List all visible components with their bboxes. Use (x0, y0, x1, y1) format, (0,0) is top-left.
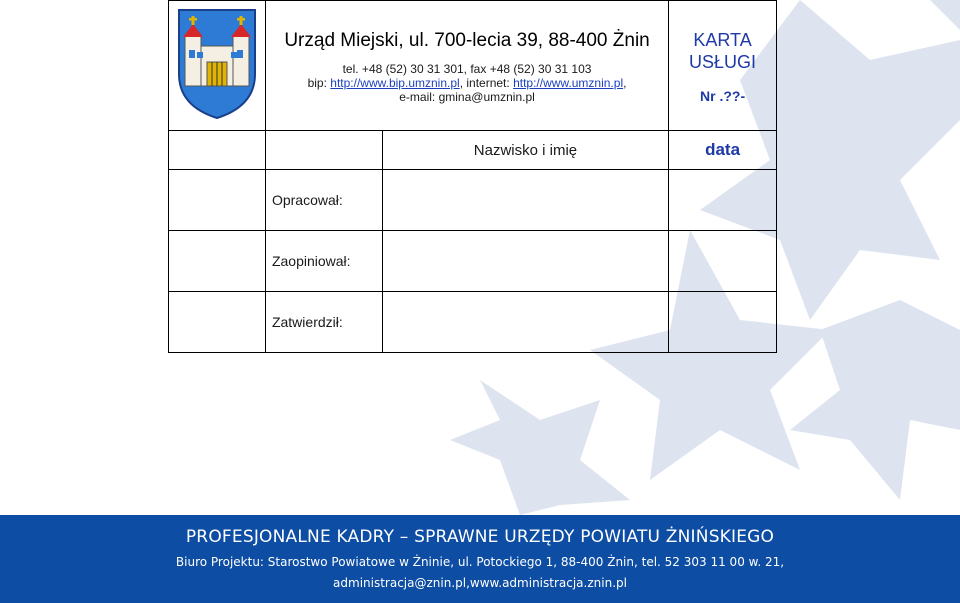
service-card-title-cell (669, 1, 777, 131)
prepared-by-label: Opracował: (265, 170, 382, 231)
approved-by-label: Zatwierdził: (265, 292, 382, 353)
footer-address-line: Biuro Projektu: Starostwo Powiatowe w Żninie, ul. Potockiego 1, 88-400 Żnin, tel. 52 303 11 00 w. 21, (175, 555, 785, 569)
internet-prefix: , internet: (459, 75, 514, 90)
internet-suffix: , (623, 75, 627, 90)
date-column-header: data (669, 131, 777, 170)
coat-of-arms-cell (169, 1, 266, 131)
star-shape (930, 0, 960, 30)
coat-of-arms-icon (175, 6, 259, 120)
empty-cell (169, 170, 266, 231)
office-title: Urząd Miejski, ul. 700-lecia 39, 88-400 Żnin (284, 29, 650, 51)
internet-link[interactable]: http://www.umznin.pl (513, 75, 624, 90)
project-footer (0, 515, 960, 603)
bip-link[interactable]: http://www.bip.umznin.pl (330, 75, 460, 90)
web-links-line (266, 76, 668, 90)
approved-by-name-field[interactable] (382, 292, 668, 353)
reviewed-by-label: Zaopiniował: (265, 231, 382, 292)
reviewed-by-date-field[interactable] (669, 231, 777, 292)
card-number: Nr .??- (700, 87, 746, 104)
office-info-cell (265, 1, 668, 131)
reviewed-by-name-field[interactable] (382, 231, 668, 292)
card-title-line2: USŁUGI (689, 51, 757, 72)
empty-header-cell (169, 131, 266, 170)
email-line: e-mail: gmina@umznin.pl (399, 89, 535, 104)
card-title-line1: KARTA (693, 29, 752, 50)
approved-by-date-field[interactable] (669, 292, 777, 353)
footer-contact-line: administracja@znin.pl,www.administracja.znin.pl (333, 576, 627, 590)
empty-cell (169, 292, 266, 353)
phone-fax-line: tel. +48 (52) 30 31 301, fax +48 (52) 30 31 103 (342, 61, 592, 76)
prepared-by-date-field[interactable] (669, 170, 777, 231)
star-shape (450, 380, 630, 515)
prepared-by-name-field[interactable] (382, 170, 668, 231)
service-card-table (168, 0, 777, 353)
empty-cell (169, 231, 266, 292)
bip-prefix: bip: (307, 75, 331, 90)
footer-title: PROFESJONALNE KADRY – SPRAWNE URZĘDY POWIATU ŻNIŃSKIEGO (185, 527, 775, 547)
name-column-header: Nazwisko i imię (382, 131, 668, 170)
empty-header-cell (265, 131, 382, 170)
